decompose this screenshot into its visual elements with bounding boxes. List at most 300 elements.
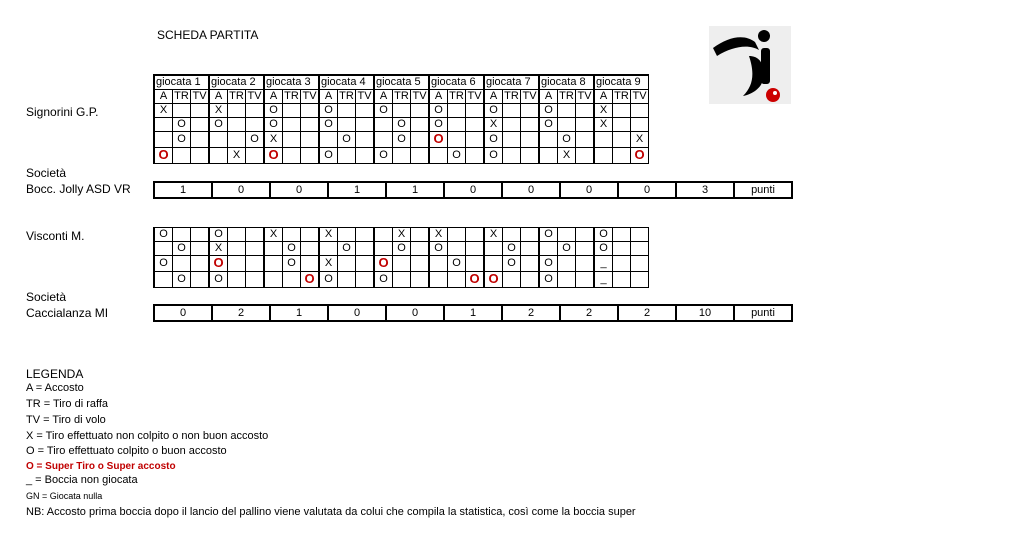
throw-cell [521, 104, 540, 118]
throw-cell [191, 256, 210, 272]
subcol-header: TV [632, 90, 647, 102]
throw-cell [374, 242, 393, 256]
throw-cell [228, 132, 246, 148]
throw-cell: X [594, 104, 613, 118]
throw-cell [411, 118, 430, 132]
throw-cell [154, 132, 173, 148]
throw-cell: O [503, 242, 521, 256]
throw-cell [466, 104, 485, 118]
throw-cell [448, 272, 466, 288]
giocata-points: 2 [212, 305, 270, 321]
throw-cell [228, 272, 246, 288]
throw-cell: _ [594, 272, 613, 288]
throw-cell [448, 104, 466, 118]
throw-cell: X [393, 228, 411, 242]
giocata-points: 0 [212, 182, 270, 198]
super-mark: O [469, 271, 480, 286]
giocata-points: 0 [154, 305, 212, 321]
giocata-points: 1 [154, 182, 212, 198]
throw-cell [539, 242, 558, 256]
throw-cell: O [484, 148, 503, 164]
giocata-points: 1 [444, 305, 502, 321]
legend-title: LEGENDA [26, 367, 84, 381]
throw-cell [503, 104, 521, 118]
throw-cell [466, 256, 485, 272]
throw-cell [521, 272, 540, 288]
throw-cell [191, 132, 210, 148]
throw-cell [191, 272, 210, 288]
table-row [154, 118, 649, 132]
super-mark: O [158, 147, 169, 162]
throw-cell [613, 104, 631, 118]
throw-cell [374, 132, 393, 148]
throw-cell: O [154, 228, 173, 242]
throw-cell [631, 256, 649, 272]
throw-cell [209, 148, 228, 164]
throw-cell [484, 242, 503, 256]
throw-cell [576, 104, 595, 118]
throw-cell: X [484, 118, 503, 132]
throw-cell [631, 242, 649, 256]
throw-cell: O [319, 118, 338, 132]
giocata-header: giocata 5 [374, 75, 429, 90]
legend-item-tr: TR = Tiro di raffa [26, 398, 109, 410]
legend-note: NB: Accosto prima boccia dopo il lancio del pallino viene valutata da colui che compila la statistica, così come la boccia super [26, 506, 636, 518]
giocata-points: 0 [560, 182, 618, 198]
throw-cell: O [209, 272, 228, 288]
throw-cell [301, 118, 320, 132]
page-title: SCHEDA PARTITA [157, 28, 259, 42]
throw-cell: O [393, 118, 411, 132]
throw-cell: O [173, 132, 191, 148]
throw-cell [521, 132, 540, 148]
throw-cell [558, 256, 576, 272]
points-label: punti [734, 305, 792, 321]
throw-cell [246, 272, 265, 288]
throw-cell [301, 256, 320, 272]
throw-cell [411, 132, 430, 148]
super-mark: O [213, 255, 224, 270]
throw-cell [209, 256, 228, 272]
throw-cell [246, 104, 265, 118]
throw-cell [356, 118, 375, 132]
throw-cell [191, 118, 210, 132]
super-mark: O [268, 147, 279, 162]
throw-cell [374, 228, 393, 242]
throw-cell [411, 104, 430, 118]
subcol-header: TR [614, 90, 629, 102]
subcol-header: TV [576, 90, 595, 104]
subcol-header: TV [466, 90, 485, 104]
throw-cell [539, 132, 558, 148]
throw-cell: X [319, 228, 338, 242]
throw-cell [429, 148, 448, 164]
throw-cell [283, 272, 301, 288]
throw-cell: O [558, 242, 576, 256]
throw-cell [576, 148, 595, 164]
throw-cell: O [539, 228, 558, 242]
throw-cell [613, 118, 631, 132]
throw-cell [613, 256, 631, 272]
throw-cell [154, 242, 173, 256]
subcol-header: A [484, 90, 503, 104]
subcol-header: TV [301, 90, 320, 104]
throw-cell: O [209, 228, 228, 242]
giocata-header: giocata 8 [539, 75, 594, 90]
throw-cell [228, 228, 246, 242]
throw-cell [264, 256, 283, 272]
subcol-header: A [429, 90, 448, 104]
giocata-header: giocata 7 [484, 75, 539, 90]
player2-points-row [153, 304, 793, 322]
throw-cell [374, 256, 393, 272]
throw-cell: O [448, 256, 466, 272]
giocata-points: 2 [560, 305, 618, 321]
table-row [154, 228, 649, 242]
throw-cell [613, 272, 631, 288]
subcol-header: TV [191, 90, 210, 104]
throw-cell: X [484, 228, 503, 242]
subcol-header: TR [229, 90, 244, 102]
giocata-points: 0 [618, 182, 676, 198]
player2-score-grid [153, 227, 649, 288]
throw-cell [191, 242, 210, 256]
throw-cell: O [393, 132, 411, 148]
giocata-points: 1 [270, 305, 328, 321]
player1-score-grid [153, 74, 649, 164]
points-label: punti [734, 182, 792, 198]
giocata-points: 1 [386, 182, 444, 198]
throw-cell [429, 272, 448, 288]
throw-cell [521, 228, 540, 242]
throw-cell: O [283, 256, 301, 272]
throw-cell: O [319, 272, 338, 288]
throw-cell [264, 148, 283, 164]
throw-cell: X [154, 104, 173, 118]
player1-societa: Bocc. Jolly ASD VR [26, 182, 131, 196]
player2-societa-label: Società [26, 290, 67, 304]
table-row [154, 104, 649, 118]
throw-cell [301, 272, 320, 288]
throw-cell: X [558, 148, 576, 164]
subcol-header: TR [394, 90, 409, 102]
throw-cell: O [448, 148, 466, 164]
throw-cell [631, 118, 649, 132]
throw-cell [484, 256, 503, 272]
legend-item-o: O = Tiro effettuato colpito o buon accosto [26, 445, 227, 457]
super-mark: O [378, 255, 389, 270]
throw-cell: X [631, 132, 649, 148]
throw-cell [246, 242, 265, 256]
throw-cell [283, 132, 301, 148]
throw-cell: O [539, 104, 558, 118]
throw-cell [594, 148, 613, 164]
table-row [154, 256, 649, 272]
throw-cell [173, 228, 191, 242]
subcol-header: TV [521, 90, 540, 104]
throw-cell [429, 132, 448, 148]
bocce-player-logo-icon [709, 26, 791, 104]
throw-cell [576, 242, 595, 256]
throw-cell [411, 256, 430, 272]
throw-cell [613, 228, 631, 242]
throw-cell [466, 132, 485, 148]
throw-cell [576, 256, 595, 272]
throw-cell [191, 104, 210, 118]
legend-item-tv: TV = Tiro di volo [26, 414, 106, 426]
throw-cell: O [429, 242, 448, 256]
throw-cell [558, 118, 576, 132]
throw-cell: O [503, 256, 521, 272]
throw-cell [319, 242, 338, 256]
legend-item-a: A = Accosto [26, 382, 84, 394]
throw-cell [576, 132, 595, 148]
throw-cell [338, 148, 356, 164]
throw-cell: O [429, 118, 448, 132]
throw-cell [466, 272, 485, 288]
legend-item-gn: GN = Giocata nulla [26, 491, 103, 501]
throw-cell [631, 272, 649, 288]
throw-cell: O [539, 118, 558, 132]
giocata-points: 0 [444, 182, 502, 198]
throw-cell [246, 148, 265, 164]
throw-cell [264, 272, 283, 288]
throw-cell [301, 242, 320, 256]
throw-cell [301, 148, 320, 164]
throw-cell [228, 104, 246, 118]
throw-cell [246, 228, 265, 242]
throw-cell: O [374, 104, 393, 118]
throw-cell: O [319, 104, 338, 118]
throw-cell: O [319, 148, 338, 164]
throw-cell [319, 132, 338, 148]
throw-cell: X [264, 228, 283, 242]
throw-cell [503, 132, 521, 148]
throw-cell: X [209, 104, 228, 118]
throw-cell: O [374, 272, 393, 288]
throw-cell: O [283, 242, 301, 256]
throw-cell: O [594, 228, 613, 242]
player2-name: Visconti M. [26, 229, 85, 243]
throw-cell [631, 148, 649, 164]
throw-cell: O [154, 256, 173, 272]
throw-cell [356, 256, 375, 272]
throw-cell [173, 256, 191, 272]
throw-cell [356, 104, 375, 118]
throw-cell [594, 132, 613, 148]
throw-cell: O [173, 242, 191, 256]
throw-cell [338, 272, 356, 288]
throw-cell: O [484, 132, 503, 148]
throw-cell: O [558, 132, 576, 148]
throw-cell [613, 148, 631, 164]
throw-cell [209, 132, 228, 148]
giocata-points: 0 [328, 305, 386, 321]
throw-cell [558, 272, 576, 288]
subcol-header: TR [449, 90, 464, 102]
throw-cell [393, 272, 411, 288]
throw-cell [576, 118, 595, 132]
throw-cell [301, 228, 320, 242]
subcol-header: TV [411, 90, 430, 104]
throw-cell [503, 118, 521, 132]
throw-cell [338, 228, 356, 242]
throw-cell: _ [594, 256, 613, 272]
throw-cell [283, 104, 301, 118]
subcol-header: A [539, 90, 558, 104]
throw-cell [503, 148, 521, 164]
throw-cell [356, 272, 375, 288]
subcol-header: TV [246, 90, 265, 104]
subcol-header: A [594, 90, 613, 104]
throw-cell [301, 132, 320, 148]
throw-cell: O [484, 104, 503, 118]
throw-cell [429, 256, 448, 272]
giocata-points: 1 [328, 182, 386, 198]
throw-cell: O [338, 242, 356, 256]
giocata-header: giocata 9 [594, 75, 649, 90]
throw-cell [301, 104, 320, 118]
throw-cell [356, 242, 375, 256]
throw-cell [356, 228, 375, 242]
subcol-header: A [154, 90, 173, 104]
throw-cell [484, 272, 503, 288]
throw-cell [411, 228, 430, 242]
throw-cell: X [429, 228, 448, 242]
throw-cell [173, 148, 191, 164]
throw-cell [283, 148, 301, 164]
table-row [154, 132, 649, 148]
throw-cell [283, 228, 301, 242]
subcol-header: TR [339, 90, 354, 102]
table-row [154, 242, 649, 256]
subcol-header: TR [174, 90, 189, 102]
subcol-header: TR [504, 90, 519, 102]
throw-cell: O [594, 242, 613, 256]
total-points: 10 [676, 305, 734, 321]
throw-cell: O [173, 272, 191, 288]
throw-cell [539, 148, 558, 164]
throw-cell [521, 118, 540, 132]
throw-cell: X [209, 242, 228, 256]
throw-cell [521, 242, 540, 256]
player1-points-row [153, 181, 793, 199]
throw-cell: O [393, 242, 411, 256]
throw-cell [191, 228, 210, 242]
throw-cell [246, 256, 265, 272]
giocata-header: giocata 4 [319, 75, 374, 90]
throw-cell [356, 132, 375, 148]
table-row [154, 148, 649, 164]
throw-cell [374, 118, 393, 132]
throw-cell [576, 228, 595, 242]
subcol-header: A [319, 90, 338, 104]
throw-cell [283, 118, 301, 132]
throw-cell [411, 272, 430, 288]
giocata-points: 0 [386, 305, 444, 321]
player1-name: Signorini G.P. [26, 105, 99, 119]
throw-cell [521, 148, 540, 164]
giocata-header: giocata 1 [154, 75, 209, 90]
throw-cell [613, 242, 631, 256]
giocata-header: giocata 3 [264, 75, 319, 90]
subcol-header: A [374, 90, 393, 104]
throw-cell [173, 104, 191, 118]
giocata-points: 2 [618, 305, 676, 321]
throw-cell: X [319, 256, 338, 272]
throw-cell [631, 228, 649, 242]
throw-cell [228, 256, 246, 272]
throw-cell [154, 148, 173, 164]
super-mark: O [488, 271, 499, 286]
giocata-header: giocata 6 [429, 75, 484, 90]
throw-cell [448, 118, 466, 132]
player1-societa-label: Società [26, 166, 67, 180]
throw-cell [613, 132, 631, 148]
super-mark: O [304, 271, 315, 286]
throw-cell [448, 242, 466, 256]
throw-cell: X [264, 132, 283, 148]
throw-cell: X [228, 148, 246, 164]
subcol-header: TR [284, 90, 299, 102]
legend-item-super: O = Super Tiro o Super accosto [26, 461, 176, 472]
throw-cell [521, 256, 540, 272]
subcol-header: A [264, 90, 283, 104]
throw-cell [393, 256, 411, 272]
total-points: 3 [676, 182, 734, 198]
throw-cell [228, 118, 246, 132]
super-mark: O [433, 131, 444, 146]
throw-cell: O [264, 118, 283, 132]
throw-cell [264, 242, 283, 256]
throw-cell: O [173, 118, 191, 132]
super-mark: O [634, 147, 645, 162]
throw-cell [393, 104, 411, 118]
throw-cell [154, 272, 173, 288]
throw-cell [246, 118, 265, 132]
throw-cell [503, 272, 521, 288]
throw-cell [154, 118, 173, 132]
legend-item-x: X = Tiro effettuato non colpito o non buon accosto [26, 430, 269, 442]
subcol-header: TV [356, 90, 375, 104]
throw-cell [411, 148, 430, 164]
throw-cell: O [209, 118, 228, 132]
throw-cell [558, 228, 576, 242]
throw-cell [411, 242, 430, 256]
throw-cell [356, 148, 375, 164]
throw-cell [191, 148, 210, 164]
table-row [154, 272, 649, 288]
throw-cell: O [264, 104, 283, 118]
throw-cell: O [539, 272, 558, 288]
throw-cell: O [539, 256, 558, 272]
throw-cell [503, 228, 521, 242]
throw-cell [466, 242, 485, 256]
throw-cell [466, 118, 485, 132]
throw-cell [558, 104, 576, 118]
throw-cell [448, 132, 466, 148]
throw-cell: O [246, 132, 265, 148]
throw-cell: X [594, 118, 613, 132]
giocata-header: giocata 2 [209, 75, 264, 90]
throw-cell [466, 228, 485, 242]
throw-cell: O [429, 104, 448, 118]
throw-cell [393, 148, 411, 164]
throw-cell: O [374, 148, 393, 164]
giocata-points: 0 [502, 182, 560, 198]
throw-cell: O [338, 132, 356, 148]
legend-item-non-giocata: _ = Boccia non giocata [26, 474, 138, 486]
